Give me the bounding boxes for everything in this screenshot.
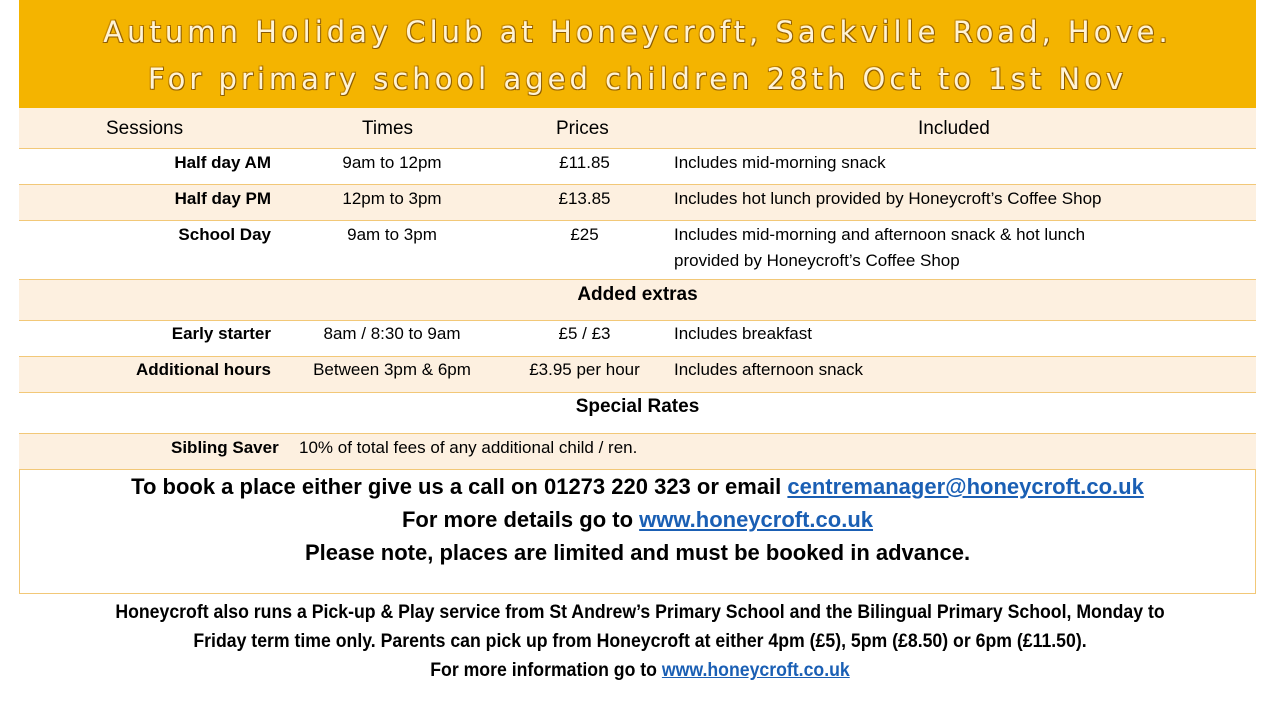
session-time: 9am to 12pm: [342, 153, 442, 172]
section-heading-row: [19, 393, 1256, 434]
footer-info-text: For more information go to: [430, 660, 662, 681]
extra-label: Additional hours: [135, 360, 271, 379]
special-rates-heading: Special Rates: [575, 396, 700, 417]
column-header-sessions: Sessions: [106, 118, 184, 139]
booking-line-1: [19, 470, 1256, 503]
added-extras-heading: Added extras: [577, 284, 698, 305]
footer-line-2: Friday term time only. Parents can pick up from Honeycroft at either 4pm (£5), 5pm (£8.50) or 6pm (£11.50).: [193, 631, 1087, 652]
special-label: Sibling Saver: [171, 438, 279, 457]
table-row: [19, 221, 1256, 280]
session-label: Half day AM: [174, 153, 271, 172]
footer-line-1: Honeycroft also runs a Pick-up & Play service from St Andrew’s Primary School and the Bilingual Primary School, Monday to: [115, 602, 1165, 623]
table-row: [19, 357, 1256, 393]
footer-line-3: [45, 656, 1235, 685]
extra-time: 8am / 8:30 to 9am: [323, 324, 461, 343]
title-banner: [19, 0, 1256, 108]
extra-price: £3.95 per hour: [529, 360, 640, 379]
extra-included: Includes afternoon snack: [674, 360, 864, 379]
booking-note: Please note, places are limited and must be booked in advance.: [304, 540, 971, 565]
booking-info: [19, 470, 1256, 569]
booking-phone-text: To book a place either give us a call on 01273 220 323 or email: [131, 474, 788, 499]
extra-label: Early starter: [171, 324, 271, 343]
title-line-2: For primary school aged children 28th Oct to 1st Nov: [148, 62, 1127, 96]
session-price: £25: [570, 225, 599, 244]
session-time: 9am to 3pm: [347, 225, 437, 244]
table-row: [19, 149, 1256, 185]
table-row: [19, 434, 1256, 470]
session-time: 12pm to 3pm: [342, 189, 442, 208]
special-text: 10% of total fees of any additional child / ren.: [299, 438, 638, 457]
session-price: £13.85: [558, 189, 611, 208]
table-row: [19, 321, 1256, 357]
title-line-1: Autumn Holiday Club at Honeycroft, Sackville Road, Hove.: [103, 15, 1172, 49]
table-header-row: [19, 108, 1256, 149]
session-included-line-1: Includes mid-morning and afternoon snack & hot lunch: [674, 225, 1086, 244]
email-link[interactable]: centremanager@honeycroft.co.uk: [787, 474, 1144, 499]
session-label: School Day: [178, 225, 271, 244]
column-header-prices: Prices: [556, 118, 609, 139]
column-header-included: Included: [918, 118, 990, 139]
pickup-play-footer: [0, 598, 1280, 685]
session-included: Includes mid-morning snack: [674, 153, 886, 172]
session-included: Includes hot lunch provided by Honeycroft’s Coffee Shop: [674, 189, 1102, 208]
website-link[interactable]: www.honeycroft.co.uk: [639, 507, 874, 532]
column-header-times: Times: [362, 118, 414, 139]
extra-time: Between 3pm & 6pm: [313, 360, 471, 379]
session-price: £11.85: [559, 153, 610, 172]
extra-included: Includes breakfast: [674, 324, 812, 343]
table-row: [19, 185, 1256, 221]
session-included-line-2: provided by Honeycroft’s Coffee Shop: [674, 251, 960, 270]
section-heading-row: [19, 280, 1256, 321]
extra-price: £5 / £3: [558, 324, 611, 343]
details-text: For more details go to: [401, 507, 640, 532]
footer-website-link[interactable]: www.honeycroft.co.uk: [661, 660, 850, 681]
booking-line-2: [19, 503, 1256, 536]
session-label: Half day PM: [174, 189, 271, 208]
